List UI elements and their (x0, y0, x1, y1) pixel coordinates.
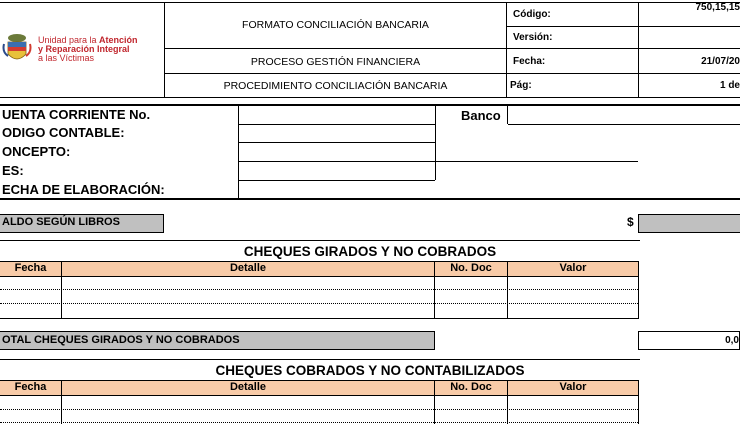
saldo-label: ALDO SEGÚN LIBROS (2, 216, 120, 228)
cuenta-label: UENTA CORRIENTE No. (2, 107, 151, 122)
col-detalle: Detalle (229, 262, 267, 274)
process-name: PROCESO GESTIÓN FINANCIERA (250, 56, 421, 68)
fecha-value: 21/07/20 (701, 56, 740, 67)
col-no-doc: No. Doc (450, 262, 492, 274)
col-detalle: Detalle (229, 381, 267, 393)
banco-label: Banco (461, 108, 501, 123)
codigo-contable-input[interactable] (238, 142, 435, 143)
pag-value: 1 de (719, 80, 740, 91)
mes-label: ES: (2, 163, 24, 178)
format-title: FORMATO CONCILIACIÓN BANCARIA (242, 19, 429, 31)
section2-title: CHEQUES COBRADOS Y NO CONTABILIZADOS (215, 363, 525, 378)
concepto-label: ONCEPTO: (2, 144, 71, 159)
pag-label: Pág: (510, 80, 532, 91)
table-row[interactable] (0, 422, 638, 423)
version-label: Versión: (513, 32, 553, 43)
codigo-value: 750,15,15 (695, 2, 740, 13)
col-no-doc: No. Doc (450, 381, 492, 393)
concepto-input[interactable] (238, 161, 638, 162)
codigo-label: Código: (513, 9, 551, 20)
table-row[interactable] (0, 409, 638, 410)
col-valor: Valor (559, 262, 587, 274)
total-girados-label: OTAL CHEQUES GIRADOS Y NO COBRADOS (2, 334, 240, 346)
currency-symbol: $ (627, 215, 634, 229)
mes-input[interactable] (238, 180, 435, 181)
col-valor: Valor (559, 381, 587, 393)
fecha-elaboracion-label: ECHA DE ELABORACIÓN: (2, 182, 165, 197)
fecha-label: Fecha: (513, 56, 546, 67)
col-fecha: Fecha (14, 381, 47, 393)
table-row[interactable] (0, 303, 638, 304)
cuenta-input[interactable] (238, 124, 435, 125)
section1-title: CHEQUES GIRADOS Y NO COBRADOS (243, 244, 497, 259)
procedure-name: PROCEDIMIENTO CONCILIACIÓN BANCARIA (223, 80, 448, 92)
total-girados-value: 0,0 (638, 331, 740, 350)
table-row[interactable] (0, 289, 638, 290)
saldo-value-field[interactable] (638, 214, 740, 233)
banco-input[interactable] (508, 124, 740, 125)
codigo-contable-label: ODIGO CONTABLE: (2, 125, 125, 140)
col-fecha: Fecha (14, 262, 47, 274)
logo: Unidad para la Atención y Reparación Integral a las Víctimas (2, 30, 162, 70)
colombia-coat-of-arms-icon (2, 32, 32, 66)
